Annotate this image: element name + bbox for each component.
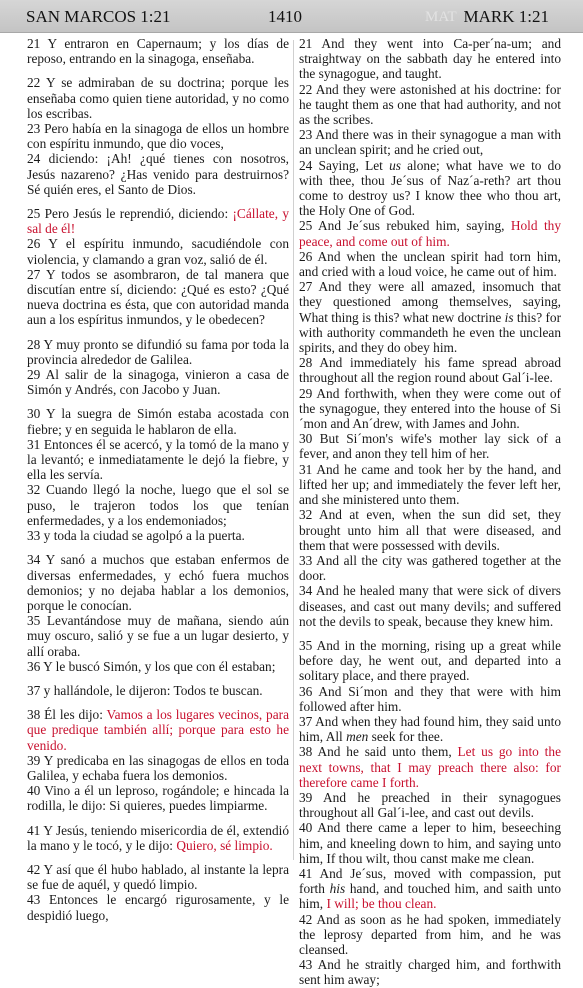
column-divider	[293, 40, 294, 860]
spanish-verse	[27, 236, 289, 266]
words-of-jesus: Quiero, sé limpio.	[176, 837, 273, 853]
spanish-verse	[27, 267, 289, 328]
english-verse	[299, 507, 561, 553]
spanish-verse	[27, 892, 289, 922]
english-verse	[299, 957, 561, 987]
italic-word: men	[346, 729, 369, 745]
verse-text: 21 And they went into Ca-per´na-um; and straightway on the sabbath day he entered into the synagogue, and taught.	[299, 36, 561, 82]
spanish-verse	[27, 552, 289, 613]
english-verse	[299, 158, 561, 219]
verse-text: 32 And at even, when the sun did set, they brought unto him all that were diseased, and them that were possessed with devils.	[299, 507, 561, 553]
spanish-verse	[27, 707, 289, 753]
spanish-column	[27, 36, 289, 923]
english-verse	[299, 431, 561, 461]
verse-text: this? for with authority commandeth he even the unclean spirits, and they do obey him.	[299, 309, 562, 356]
spanish-verse	[27, 406, 289, 436]
verse-text: 32 Cuando llegó la noche, luego que el sol se puso, le trajeron todos los que tenían enfermedades, y a los endemoniados;	[27, 482, 289, 528]
english-verse	[299, 744, 561, 790]
verse-text: 23 Pero había en la sinagoga de ellos un hombre con espíritu inmundo, que dio voces,	[27, 121, 289, 152]
english-verse	[299, 462, 561, 508]
verse-text: 24 Saying, Let	[299, 157, 390, 173]
spanish-verse	[27, 753, 289, 783]
header-book-english: MARK 1:21	[463, 7, 549, 26]
verse-text: 43 Entonces le encargó rigurosamente, y le despidió luego,	[27, 892, 289, 923]
verse-text: 41 Y Jesús, teniendo misericordia de él, extendió la mano y le tocó, y le dijo:	[27, 822, 289, 853]
verse-text: 29 Al salir de la sinagoga, vinieron a casa de Simón y Andrés, con Jacobo y Juan.	[27, 367, 289, 398]
words-of-jesus: I will; be thou clean.	[326, 896, 437, 912]
verse-text: 28 And immediately his fame spread abroad throughout all the region round about Gal´i-lee.	[299, 355, 561, 386]
words-of-jesus: ¡Cállate, y sal de él!	[27, 206, 289, 237]
verse-text: 38 Él les dijo:	[27, 707, 107, 723]
verse-text: 26 And when the unclean spirit had torn him, and cried with a loud voice, he came out of him.	[299, 248, 561, 280]
spanish-verse	[27, 683, 289, 698]
spanish-verse	[27, 367, 289, 397]
verse-text: 37 And when they had found him, they said unto him, All	[299, 713, 561, 745]
verse-text: 39 And he preached in their synagogues throughout all Gal´i-lee, and cast out devils.	[299, 789, 561, 821]
verse-text: 34 And he healed many that were sick of divers diseases, and cast out many devils; and suffered not the devils to speak, because they knew him.	[299, 583, 561, 629]
english-verse	[299, 386, 561, 432]
english-verse	[299, 790, 561, 820]
words-of-jesus: Hold thy peace, and come out of him.	[299, 218, 561, 249]
english-verse	[299, 714, 561, 744]
spanish-verse	[27, 823, 289, 853]
verse-text: 40 And there came a leper to him, beseeching him, and kneeling down to him, and saying unto him, If thou wilt, thou canst make me clean.	[299, 820, 561, 866]
spanish-verse	[27, 783, 289, 813]
verse-text: alone; what have we to do with thee, thou Je´sus of Naz´a-reth? art thou come to destroy us? I know thee who thou art, the Holy One of God.	[299, 157, 561, 219]
english-verse	[299, 820, 561, 866]
verse-text: 27 And they were all amazed, insomuch that they questioned among themselves, saying, What thing is this? what new doctrine	[299, 279, 561, 325]
spanish-verse	[27, 862, 289, 892]
verse-text: 31 And he came and took her by the hand, and lifted her up; and immediately the fever left her, and she ministered unto them.	[299, 461, 561, 508]
verse-text: 42 And as soon as he had spoken, immediately the leprosy departed from him, and he was cleansed.	[299, 911, 561, 957]
english-verse	[299, 127, 561, 157]
words-of-jesus: Let us go into the next towns, that I may preach there also: for therefore came I forth.	[299, 744, 561, 790]
verse-text: 28 Y muy pronto se difundió su fama por toda la provincia alrededor de Galilea.	[27, 336, 289, 367]
verse-text: 24 diciendo: ¡Ah! ¿qué tienes con nosotros, Jesús nazareno? ¿Has venido para destruirnos? Sé quién eres, el Santo de Dios.	[27, 151, 289, 197]
italic-word: us	[389, 157, 401, 173]
verse-text: 40 Vino a él un leproso, rogándole; e hincada la rodilla, le dijo: Si quieres, puedes limpiarme.	[27, 783, 289, 814]
verse-text: 31 Entonces él se acercó, y la tomó de la mano y la levantó; e inmediatamente le dejó la fiebre, y ella les servía.	[27, 436, 289, 483]
verse-text: 25 Pero Jesús le reprendió, diciendo:	[27, 206, 233, 222]
verse-text: 43 And he straitly charged him, and forthwith sent him away;	[299, 957, 561, 988]
verse-text: seek for thee.	[368, 729, 444, 745]
english-verse	[299, 218, 561, 248]
verse-text: 37 y hallándole, le dijeron: Todos te buscan.	[27, 682, 263, 698]
spanish-verse	[27, 613, 289, 659]
verse-text: 35 Levantándose muy de mañana, siendo aún muy oscuro, salió y se fue a un lugar desierto, y allí oraba.	[27, 613, 289, 659]
italic-word: his	[329, 881, 346, 897]
page-header	[0, 0, 583, 33]
verse-text: 33 y toda la ciudad se agolpó a la puerta.	[27, 528, 245, 544]
spanish-verse	[27, 121, 289, 151]
verse-text: 27 Y todos se asombraron, de tal manera que discutían entre sí, diciendo: ¿Qué es esto? ¿Qué nueva doctrina es ésta, que con autoridad manda aun a los espíritus inmundos, y le obedecen?	[27, 266, 289, 328]
english-verse	[299, 553, 561, 583]
spanish-verse	[27, 528, 289, 543]
english-verse	[299, 355, 561, 385]
verse-text: 35 And in the morning, rising up a great while before day, he went out, and departed into a solitary place, and there prayed.	[299, 637, 561, 684]
verse-text: 33 And all the city was gathered together at the door.	[299, 552, 561, 584]
verse-text: 29 And forthwith, when they were come out of the synagogue, they entered into the house of Si´mon and An´drew, with James and John.	[299, 385, 561, 432]
english-verse	[299, 638, 561, 684]
verse-text: hand, and touched him, and saith unto him,	[299, 881, 561, 912]
verse-text: 26 Y el espíritu inmundo, sacudiéndole con violencia, y clamando a gran voz, salió de él.	[27, 236, 289, 267]
spanish-verse	[27, 482, 289, 528]
verse-text: 38 And he said unto them,	[299, 744, 458, 760]
spanish-verse	[27, 437, 289, 483]
verse-text: 25 And Je´sus rebuked him, saying,	[299, 218, 511, 234]
english-verse	[299, 912, 561, 958]
verse-text: 23 And there was in their synagogue a man with an unclean spirit; and he cried out,	[299, 127, 561, 158]
spanish-verse	[27, 36, 289, 66]
spanish-verse	[27, 659, 289, 674]
verse-text: 30 Y la suegra de Simón estaba acostada con fiebre; y en seguida le hablaron de ella.	[27, 406, 289, 437]
spanish-verse	[27, 206, 289, 236]
verse-text: 36 And Si´mon and they that were with him followed after him.	[299, 683, 561, 714]
verse-text: 34 Y sanó a muchos que estaban enfermos de diversas enfermedades, y echó fuera muchos demonios; y no dejaba hablar a los demonios, porque le conocían.	[27, 552, 289, 613]
verse-text: 22 Y se admiraban de su doctrina; porque les enseñaba como quien tiene autoridad, y no como los escribas.	[27, 75, 289, 121]
verse-text: 22 And they were astonished at his doctrine: for he taught them as one that had authority, and not as the scribes.	[299, 81, 561, 128]
italic-word: is	[504, 309, 514, 325]
spanish-verse	[27, 337, 289, 367]
words-of-jesus: Vamos a los lugares vecinos, para que predique también allí; porque para esto he venido.	[27, 707, 289, 753]
english-column	[299, 36, 561, 988]
verse-text: 30 But Si´mon's wife's mother lay sick of a fever, and anon they tell him of her.	[299, 431, 561, 462]
english-verse	[299, 249, 561, 279]
spanish-verse	[27, 151, 289, 197]
english-verse	[299, 279, 561, 355]
spanish-verse	[27, 75, 289, 121]
verse-text: 41 And Je´sus, moved with compassion, put forth	[299, 865, 561, 897]
bleed-through-text: MAT	[425, 9, 457, 25]
english-verse	[299, 583, 561, 629]
verse-text: 36 Y le buscó Simón, y los que con él estaban;	[27, 658, 276, 674]
verse-text: 39 Y predicaba en las sinagogas de ellos en toda Galilea, y echaba fuera los demonios.	[27, 752, 289, 783]
verse-text: 42 Y así que él hubo hablado, al instante la lepra se fue de aquél, y quedó limpio.	[27, 861, 289, 893]
header-book-spanish: SAN MARCOS 1:21	[26, 7, 171, 26]
english-verse	[299, 36, 561, 82]
verse-text: 21 Y entraron en Capernaum; y los días de reposo, entrando en la sinagoga, enseñaba.	[27, 36, 289, 67]
english-verse	[299, 866, 561, 912]
english-verse	[299, 684, 561, 714]
english-verse	[299, 82, 561, 128]
page-number: 1410	[268, 7, 302, 26]
